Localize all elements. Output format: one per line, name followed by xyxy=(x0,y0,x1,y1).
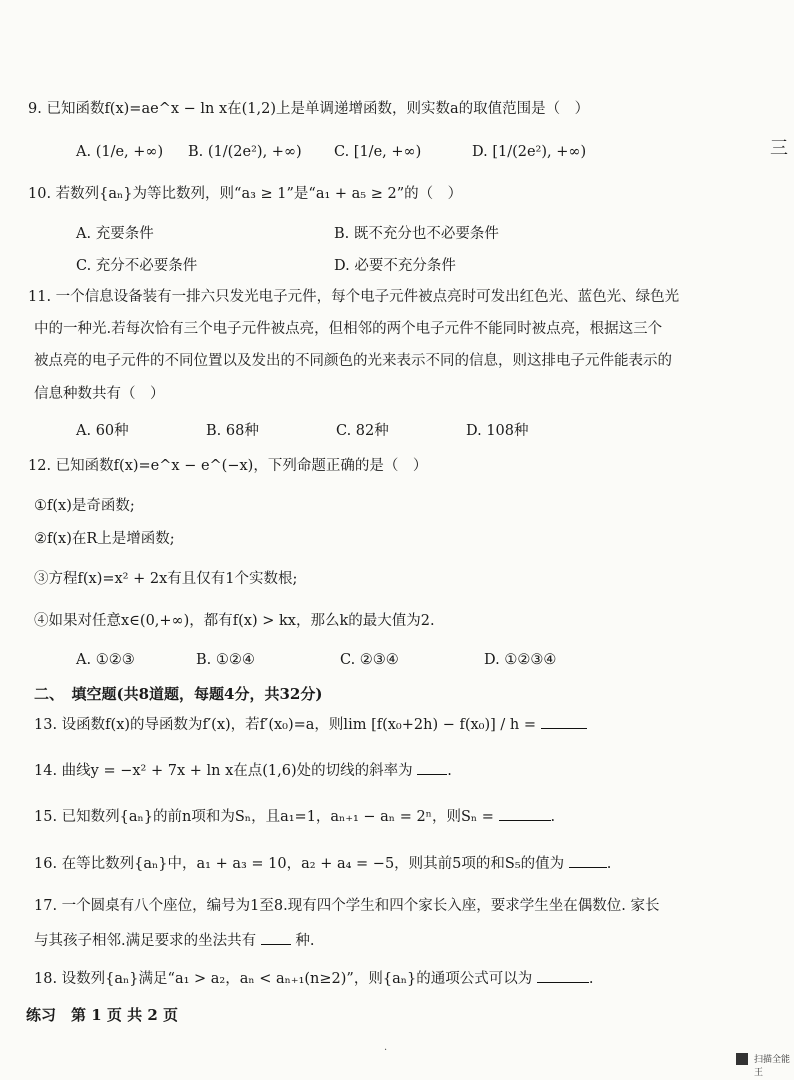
q11-option-b: B. 68种 xyxy=(206,423,259,439)
q9-option-a: A. (1/e, +∞) xyxy=(76,144,164,160)
question-18-text: 18. 设数列{aₙ}满足“a₁ > a₂，aₙ < aₙ₊₁(n≥2)”，则{aₙ}的通项公式可以为 xyxy=(34,971,533,987)
q9-option-d: D. [1/(2e²), +∞) xyxy=(472,144,587,160)
answer-blank xyxy=(537,982,589,983)
q12-proposition-3: ③方程f(x)=x² + 2x有且仅有1个实数根; xyxy=(34,571,298,587)
question-13 xyxy=(34,716,587,734)
question-15: 15. 已知数列{aₙ}的前n项和为Sₙ，且a₁=1，aₙ₊₁ − aₙ = 2ⁿ，则Sₙ = . xyxy=(34,809,556,825)
qr-code-icon xyxy=(733,1050,751,1068)
answer-blank xyxy=(569,867,607,868)
q10-option-b: B. 既不充分也不必要条件 xyxy=(334,226,499,242)
q12-proposition-2: ②f(x)在R上是增函数; xyxy=(34,531,175,547)
question-17-text: 与其孩子相邻.满足要求的坐法共有 xyxy=(34,933,257,949)
question-16: 16. 在等比数列{aₙ}中，a₁ + a₃ = 10，a₂ + a₄ = −5，则其前5项的和S₅的值为 . xyxy=(34,856,612,872)
answer-blank xyxy=(541,728,587,729)
q12-option-c: C. ②③④ xyxy=(340,652,399,668)
question-17-line-1: 17. 一个圆桌有八个座位，编号为1至8.现有四个学生和四个家长入座，要求学生坐在偶数位. 家长 xyxy=(34,898,660,914)
question-16-text: 16. 在等比数列{aₙ}中，a₁ + a₃ = 10，a₂ + a₄ = −5，则其前5项的和S₅的值为 xyxy=(34,856,565,872)
scan-speck: · xyxy=(384,1045,388,1056)
q12-option-b: B. ①②④ xyxy=(196,652,255,668)
page-footer: 练习 第 1 页 共 2 页 xyxy=(26,1006,178,1024)
q12-proposition-1: ①f(x)是奇函数; xyxy=(34,498,135,514)
q11-option-a: A. 60种 xyxy=(76,423,129,439)
question-12-stem: 12. 已知函数f(x)=e^x − e^(−x)，下列命题正确的是（ ） xyxy=(28,458,428,474)
answer-blank xyxy=(261,944,291,945)
question-9-stem: 9. 已知函数f(x)=ae^x − ln x在(1,2)上是单调递增函数，则实数a的取值范围是（ ） xyxy=(28,101,590,117)
question-14-text: 14. 曲线y = −x² + 7x + ln x在点(1,6)处的切线的斜率为 xyxy=(34,763,413,779)
q10-option-d: D. 必要不充分条件 xyxy=(334,258,456,274)
question-11-line-2: 中的一种光.若每次恰有三个电子元件被点亮，但相邻的两个电子元件不能同时被点亮，根据这三个 xyxy=(34,321,663,337)
q9-option-b: B. (1/(2e²), +∞) xyxy=(188,144,302,160)
question-18: 18. 设数列{aₙ}满足“a₁ > a₂，aₙ < aₙ₊₁(n≥2)”，则{aₙ}的通项公式可以为 . xyxy=(34,971,594,987)
q9-option-c: C. [1/e, +∞) xyxy=(334,144,422,160)
question-10-stem: 10. 若数列{aₙ}为等比数列，则“a₃ ≥ 1”是“a₁ + a₅ ≥ 2”的（ ） xyxy=(28,186,463,202)
q11-option-c: C. 82种 xyxy=(336,423,389,439)
answer-blank xyxy=(499,820,551,821)
question-11-line-3: 被点亮的电子元件的不同位置以及发出的不同颜色的光来表示不同的信息，则这排电子元件能表示的 xyxy=(34,353,672,369)
question-11-line-1: 11. 一个信息设备装有一排六只发光电子元件，每个电子元件被点亮时可发出红色光、蓝色光、绿色光 xyxy=(28,289,680,305)
question-17-tail: 种. xyxy=(295,933,315,949)
q12-proposition-4: ④如果对任意x∈(0,+∞)，都有f(x) > kx，那么k的最大值为2. xyxy=(34,613,435,629)
q12-option-a: A. ①②③ xyxy=(76,652,135,668)
question-14: 14. 曲线y = −x² + 7x + ln x在点(1,6)处的切线的斜率为 . xyxy=(34,763,452,779)
answer-blank xyxy=(417,774,447,775)
question-13-text: 13. 设函数f(x)的导函数为f′(x)，若f′(x₀)=a，则lim [f(x₀+2h) − f(x₀)] / h = xyxy=(34,717,537,733)
q11-option-d: D. 108种 xyxy=(466,423,529,439)
q10-option-a: A. 充要条件 xyxy=(76,226,154,242)
margin-mark: 三 xyxy=(770,138,788,159)
scanner-watermark: 扫描全能王 xyxy=(754,1055,791,1078)
question-17-line-2 xyxy=(34,932,314,950)
section-2-heading: 二、 填空题(共8道题，每题4分，共32分) xyxy=(34,685,323,703)
question-15-text: 15. 已知数列{aₙ}的前n项和为Sₙ，且a₁=1，aₙ₊₁ − aₙ = 2ⁿ，则Sₙ = xyxy=(34,809,494,825)
question-11-line-4: 信息种数共有（ ） xyxy=(34,386,165,402)
q12-option-d: D. ①②③④ xyxy=(484,652,557,668)
q10-option-c: C. 充分不必要条件 xyxy=(76,258,198,274)
